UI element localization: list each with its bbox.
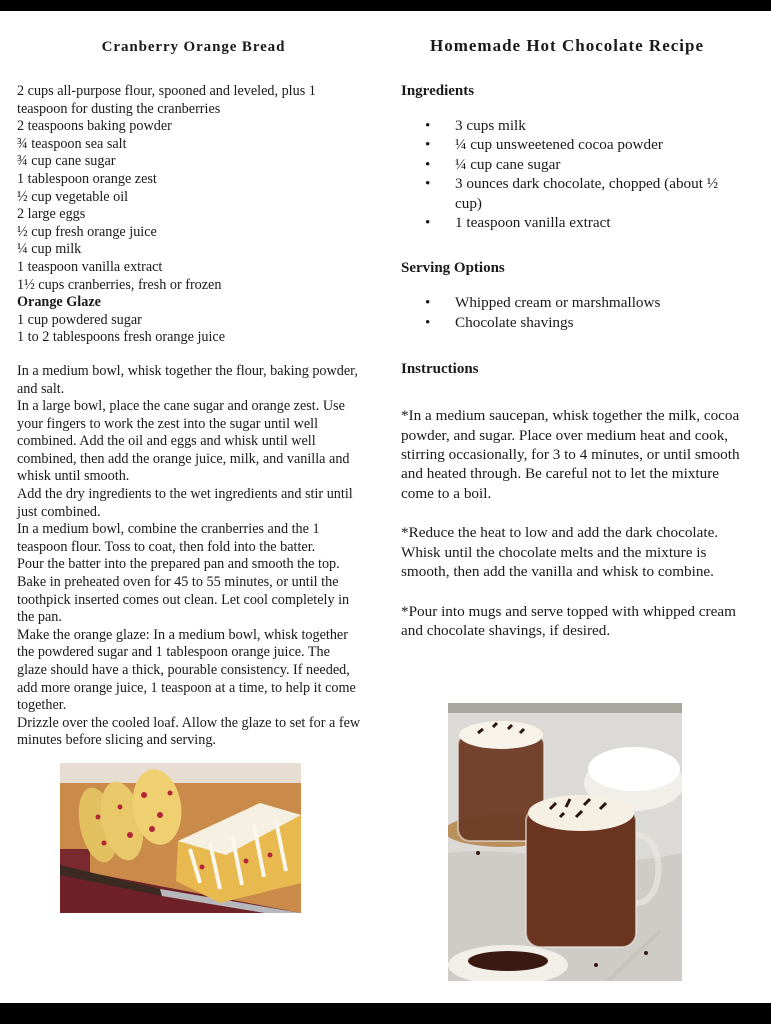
cocoa-recipe-title: Homemade Hot Chocolate Recipe [429,36,705,55]
list-item: • Chocolate shavings [425,313,574,331]
glaze-ingredient: 1 cup powdered sugar [17,311,142,328]
bread-ingredient: ¾ cup cane sugar [17,153,116,170]
bullet: • [425,136,431,154]
instruction-paragraph: *Reduce the heat to low and add the dark chocolate. Whisk until the chocolate melts and the mixture is smooth, then add the vanilla and whisk to combine. [401,524,719,581]
bread-recipe-column [17,30,362,750]
bread-step: Add the dry ingredients to the wet ingredients and stir until just combined. [17,486,353,520]
cocoa-recipe-column [401,30,741,640]
bullet: • [425,175,431,193]
instruction-paragraph: *In a medium saucepan, whisk together the milk, cocoa powder, and sugar. Place over medium heat and cook, stirring occasionally, for 3 to 4 minutes, or until smooth and heated through. Be careful not to let the mixture come to a boil. [401,407,740,502]
bread-ingredient: ½ cup vegetable oil [17,188,129,205]
serving-options-heading: Serving Options [401,260,505,277]
bullet: • [425,155,431,173]
bread-ingredient: 1 teaspoon vanilla extract [17,258,163,275]
list-item: • 3 cups milk [425,117,526,134]
bread-recipe-title: Cranberry Orange Bread [101,39,286,55]
bread-step: In a large bowl, place the cane sugar and orange zest. Use your fingers to work the zest into the sugar until well combined. Add the oil and eggs and whisk until well combined, then add the orange juice, milk, and vanilla and whisk until smooth. [17,398,350,485]
bottom-border [0,1003,771,1024]
cocoa-ingredients-list [401,116,741,232]
bread-ingredient: 1 tablespoon orange zest [17,170,157,187]
bullet: • [425,117,431,134]
bread-step: In a medium bowl, whisk together the flour, baking powder, and salt. [17,362,358,397]
bullet: • [425,313,431,331]
list-item: • 3 ounces dark chocolate, chopped (about ½ cup) [425,175,719,212]
bullet: • [425,294,431,312]
top-border [0,0,771,11]
bread-ingredients-list [17,83,362,347]
bread-step: In a medium bowl, combine the cranberries and the 1 teaspoon flour. Toss to coat, then fold into the batter. [17,521,320,555]
list-item: • Whipped cream or marshmallows [425,294,661,312]
glaze-heading: Orange Glaze [17,294,101,311]
bread-ingredient: ¾ teaspoon sea salt [17,135,127,152]
bread-ingredient: ¼ cup milk [17,241,82,258]
serving-options-list [401,293,741,332]
bread-step: Drizzle over the cooled loaf. Allow the glaze to set for a few minutes before slicing and serving. [17,714,361,749]
list-item: • ¼ cup cane sugar [425,155,561,173]
bread-step: Make the orange glaze: In a medium bowl, whisk together the powdered sugar and 1 tablespoon orange juice. The glaze should have a thick, pourable consistency. If needed, add more orange juice, 1 teaspoon at a time, to help it come together. [17,626,356,714]
glaze-ingredient: 1 to 2 tablespoons fresh orange juice [17,329,226,346]
cocoa-ingredients-heading: Ingredients [401,83,475,99]
instructions-heading: Instructions [401,361,479,378]
cranberry-bread-photo [60,763,301,913]
bread-step: Pour the batter into the prepared pan and smooth the top. Bake in preheated oven for 45 to 55 minutes, or until the toothpick inserted comes out clean. Let cool completely in the pan. [17,556,350,626]
hot-chocolate-photo [448,703,682,981]
bullet: • [425,214,431,232]
list-item: • ¼ cup unsweetened cocoa powder [425,136,663,154]
bread-steps [17,363,362,750]
bread-ingredient: 2 large eggs [17,206,86,223]
bread-ingredient: 2 teaspoons baking powder [17,118,172,135]
bread-ingredient: 2 cups all-purpose flour, spooned and leveled, plus 1 teaspoon for dusting the cranberries [17,83,316,117]
bread-ingredient: 1½ cups cranberries, fresh or frozen [17,276,222,293]
list-item: • 1 teaspoon vanilla extract [425,214,611,232]
instruction-paragraph: *Pour into mugs and serve topped with whipped cream and chocolate shavings, if desired. [401,602,736,639]
bread-ingredient: ½ cup fresh orange juice [17,223,157,240]
